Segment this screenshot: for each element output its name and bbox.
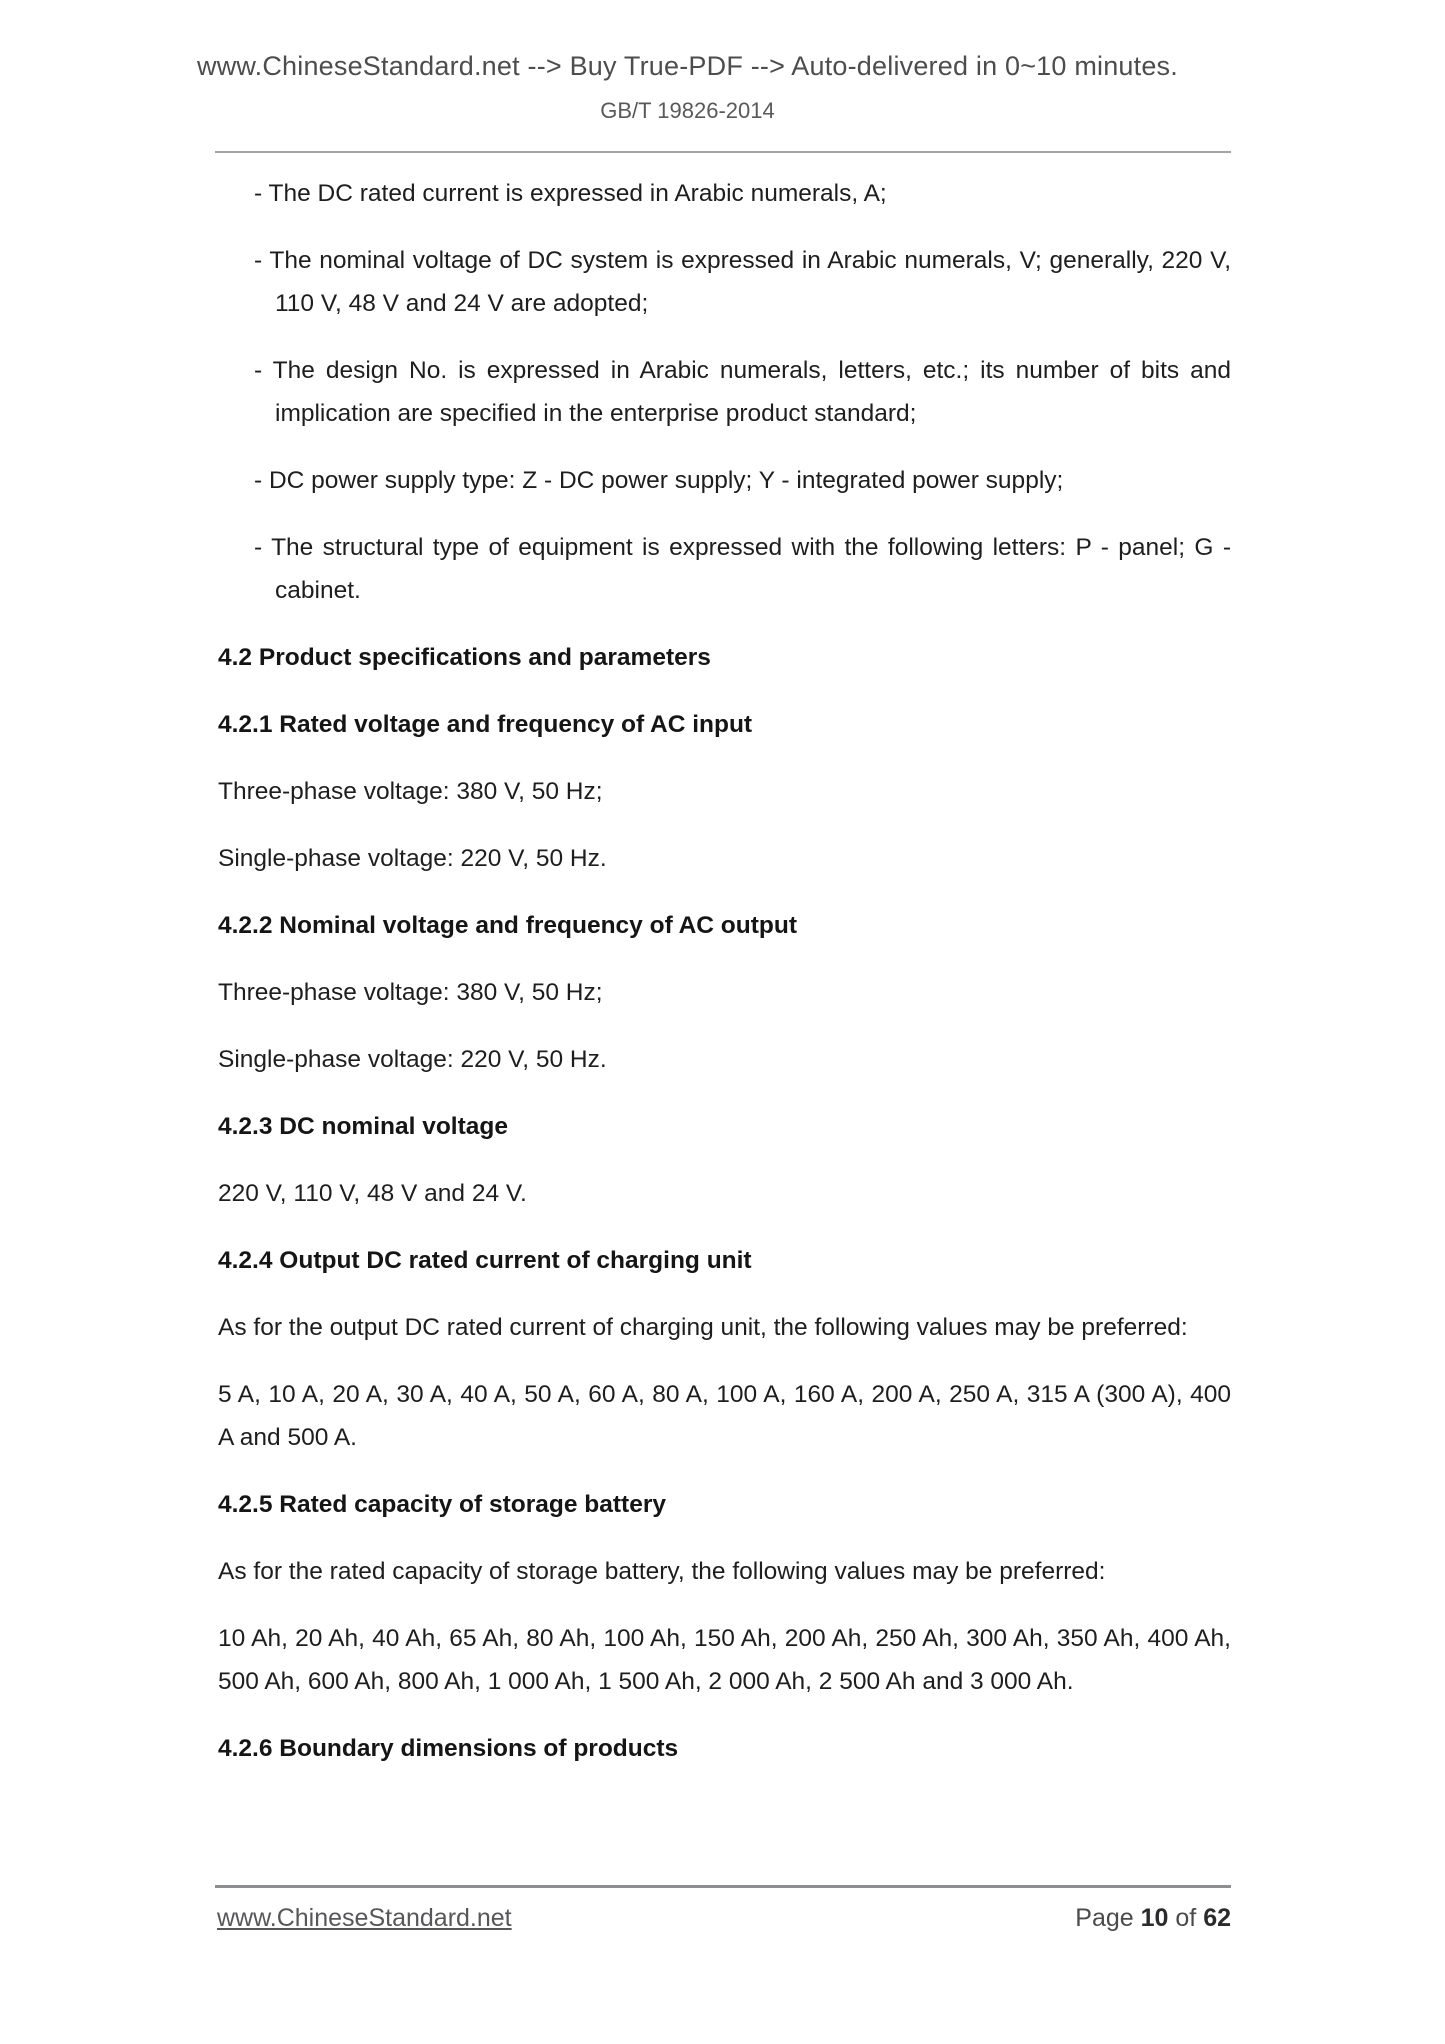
page-number: 10 (1140, 1904, 1169, 1932)
page-indicator (1075, 1901, 1231, 1935)
paragraph: 220 V, 110 V, 48 V and 24 V. (218, 1180, 527, 1207)
paragraph: Three-phase voltage: 380 V, 50 Hz; (218, 979, 603, 1006)
bullet-item: - The structural type of equipment is expressed with the following letters: P - panel; G - cabinet. (254, 534, 1231, 604)
paragraph: Single-phase voltage: 220 V, 50 Hz. (218, 845, 607, 872)
page-total: 62 (1203, 1904, 1231, 1932)
page-label: Page (1075, 1904, 1134, 1932)
paragraph: As for the output DC rated current of charging unit, the following values may be preferred: (218, 1314, 1188, 1341)
of-label: of (1175, 1904, 1197, 1932)
paragraph: As for the rated capacity of storage battery, the following values may be preferred: (218, 1558, 1106, 1585)
paragraph: Three-phase voltage: 380 V, 50 Hz; (218, 778, 603, 805)
header-promo-text: www.ChineseStandard.net --> Buy True-PDF --> Auto-delivered in 0~10 minutes. (197, 51, 1178, 81)
paragraph: 10 Ah, 20 Ah, 40 Ah, 65 Ah, 80 Ah, 100 Ah, 150 Ah, 200 Ah, 250 Ah, 300 Ah, 350 Ah, 400 Ah, 500 Ah, 600 Ah, 800 Ah, 1 000 Ah, 1 500 Ah, 2 000 Ah, 2 500 Ah and 3 000 Ah. (218, 1625, 1231, 1695)
heading-4-2-6: 4.2.6 Boundary dimensions of products (218, 1735, 679, 1762)
heading-4-2-1: 4.2.1 Rated voltage and frequency of AC input (218, 711, 753, 738)
paragraph: 5 A, 10 A, 20 A, 30 A, 40 A, 50 A, 60 A, 80 A, 100 A, 160 A, 200 A, 250 A, 315 A (300 A), 400 A and 500 A. (218, 1381, 1231, 1451)
header-divider (215, 151, 1231, 153)
bullet-item: - The nominal voltage of DC system is expressed in Arabic numerals, V; generally, 220 V, 110 V, 48 V and 24 V are adopted; (254, 247, 1231, 317)
document-body (218, 172, 1231, 1794)
footer-site-link[interactable]: www.ChineseStandard.net (217, 1904, 512, 1932)
bullet-item: - The DC rated current is expressed in Arabic numerals, A; (254, 180, 887, 207)
bullet-item: - The design No. is expressed in Arabic numerals, letters, etc.; its number of bits and implication are specified in the enterprise product standard; (254, 357, 1231, 427)
heading-4-2-5: 4.2.5 Rated capacity of storage battery (218, 1491, 666, 1518)
heading-4-2-4: 4.2.4 Output DC rated current of charging unit (218, 1247, 752, 1274)
page-header (0, 50, 1375, 124)
heading-4-2: 4.2 Product specifications and parameters (218, 644, 711, 671)
heading-4-2-3: 4.2.3 DC nominal voltage (218, 1113, 508, 1140)
bullet-item: - DC power supply type: Z - DC power supply; Y - integrated power supply; (254, 467, 1064, 494)
standard-code: GB/T 19826-2014 (600, 98, 775, 123)
heading-4-2-2: 4.2.2 Nominal voltage and frequency of AC output (218, 912, 797, 939)
footer-divider (215, 1885, 1231, 1888)
paragraph: Single-phase voltage: 220 V, 50 Hz. (218, 1046, 607, 1073)
